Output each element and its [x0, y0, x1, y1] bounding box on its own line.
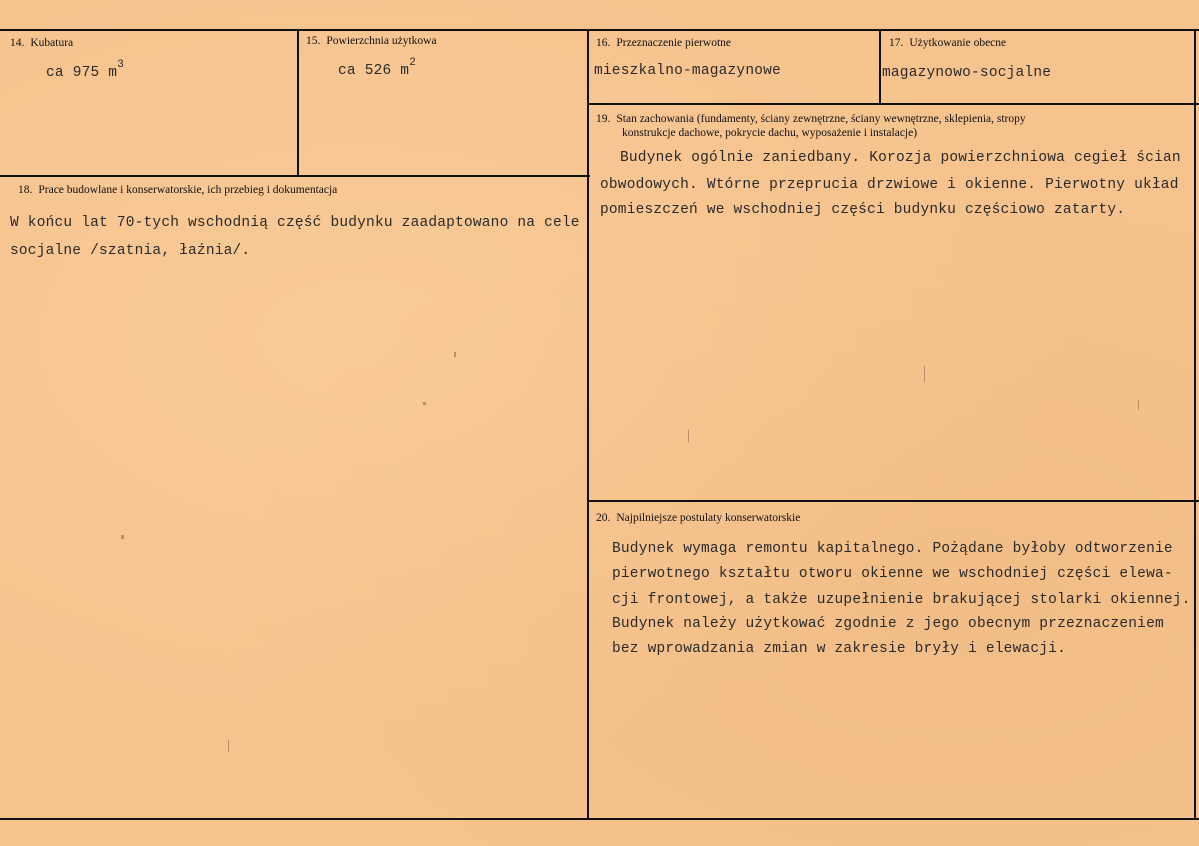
field-17-title: Użytkowanie obecne: [909, 37, 1007, 49]
paper-speck: [423, 402, 426, 405]
volume-value: ca 975 m: [46, 64, 118, 81]
field-19-title-line-1: Stan zachowania (fundamenty, ściany zewnętrzne, ściany wewnętrzne, sklepienia, stropy: [616, 113, 1026, 125]
field-16-label: [596, 36, 731, 50]
field-16-number: 16.: [596, 37, 611, 49]
field-18-line-2: socjalne /szatnia, łaźnia/.: [10, 243, 251, 259]
field-20-line-3: cji frontowej, a także uzupełnienie brakującej stolarki okiennej.: [612, 592, 1191, 608]
divider-20-top: [588, 500, 1199, 502]
area-value: ca 526 m: [338, 62, 410, 79]
field-19-line-1: Budynek ogólnie zaniedbany. Korozja powierzchniowa cegieł ścian: [620, 150, 1181, 166]
field-19-line-2: obwodowych. Wtórne przeprucia drzwiowe i okienne. Pierwotny układ: [600, 177, 1179, 193]
field-19-number: 19.: [596, 113, 611, 125]
divider-16-17: [879, 29, 881, 104]
field-18-line-1: W końcu lat 70-tych wschodnią część budynku zaadaptowano na cele: [10, 215, 580, 231]
divider-18-top: [0, 175, 590, 177]
field-19-line-3: pomieszczeń we wschodniej części budynku częściowo zatarty.: [600, 202, 1126, 218]
field-20-number: 20.: [596, 512, 611, 524]
field-16-title: Przeznaczenie pierwotne: [616, 37, 731, 49]
field-15-value: [338, 57, 417, 79]
field-15-title: Powierzchnia użytkowa: [326, 35, 437, 47]
field-18-label: [18, 183, 337, 197]
paper-speck: [924, 366, 925, 382]
divider-14-15: [297, 29, 299, 175]
field-20-line-1: Budynek wymaga remontu kapitalnego. Pożądane byłoby odtworzenie: [612, 541, 1173, 557]
field-15-label: [306, 34, 437, 48]
field-17-number: 17.: [889, 37, 904, 49]
paper-speck: [454, 352, 456, 357]
divider-19-top: [588, 103, 1199, 105]
field-14-number: 14.: [10, 37, 25, 49]
field-20-line-4: Budynek należy użytkować zgodnie z jego obecnym przeznaczeniem: [612, 616, 1164, 632]
paper-speck: [121, 535, 124, 539]
main-vertical-divider: [587, 29, 589, 820]
field-18-number: 18.: [18, 184, 33, 196]
top-border: [0, 29, 1199, 31]
bottom-border: [0, 818, 1199, 820]
field-17-value: magazynowo-socjalne: [882, 65, 1052, 81]
field-20-line-2: pierwotnego kształtu otworu okienne we wschodniej części elewa-: [612, 566, 1173, 582]
field-19-label: [596, 112, 1026, 126]
field-20-title: Najpilniejsze postulaty konserwatorskie: [616, 512, 801, 524]
field-14-label: [10, 36, 73, 50]
volume-unit-exponent: 3: [117, 59, 125, 71]
paper-speck: [228, 740, 229, 752]
field-20-label: [596, 511, 800, 525]
right-border: [1194, 29, 1196, 820]
field-19-label-line-2: konstrukcje dachowe, pokrycie dachu, wyposażenie i instalacje): [622, 127, 918, 139]
field-20-line-5: bez wprowadzania zmian w zakresie bryły i elewacji.: [612, 641, 1066, 657]
field-14-title: Kubatura: [30, 37, 74, 49]
field-15-number: 15.: [306, 35, 321, 47]
area-unit-exponent: 2: [409, 57, 417, 69]
field-18-title: Prace budowlane i konserwatorskie, ich przebieg i dokumentacja: [38, 184, 338, 196]
paper-speck: [1138, 400, 1139, 410]
paper-speck: [688, 430, 689, 442]
field-17-label: [889, 36, 1006, 50]
field-16-value: mieszkalno-magazynowe: [594, 63, 781, 79]
field-14-value: [46, 59, 125, 81]
